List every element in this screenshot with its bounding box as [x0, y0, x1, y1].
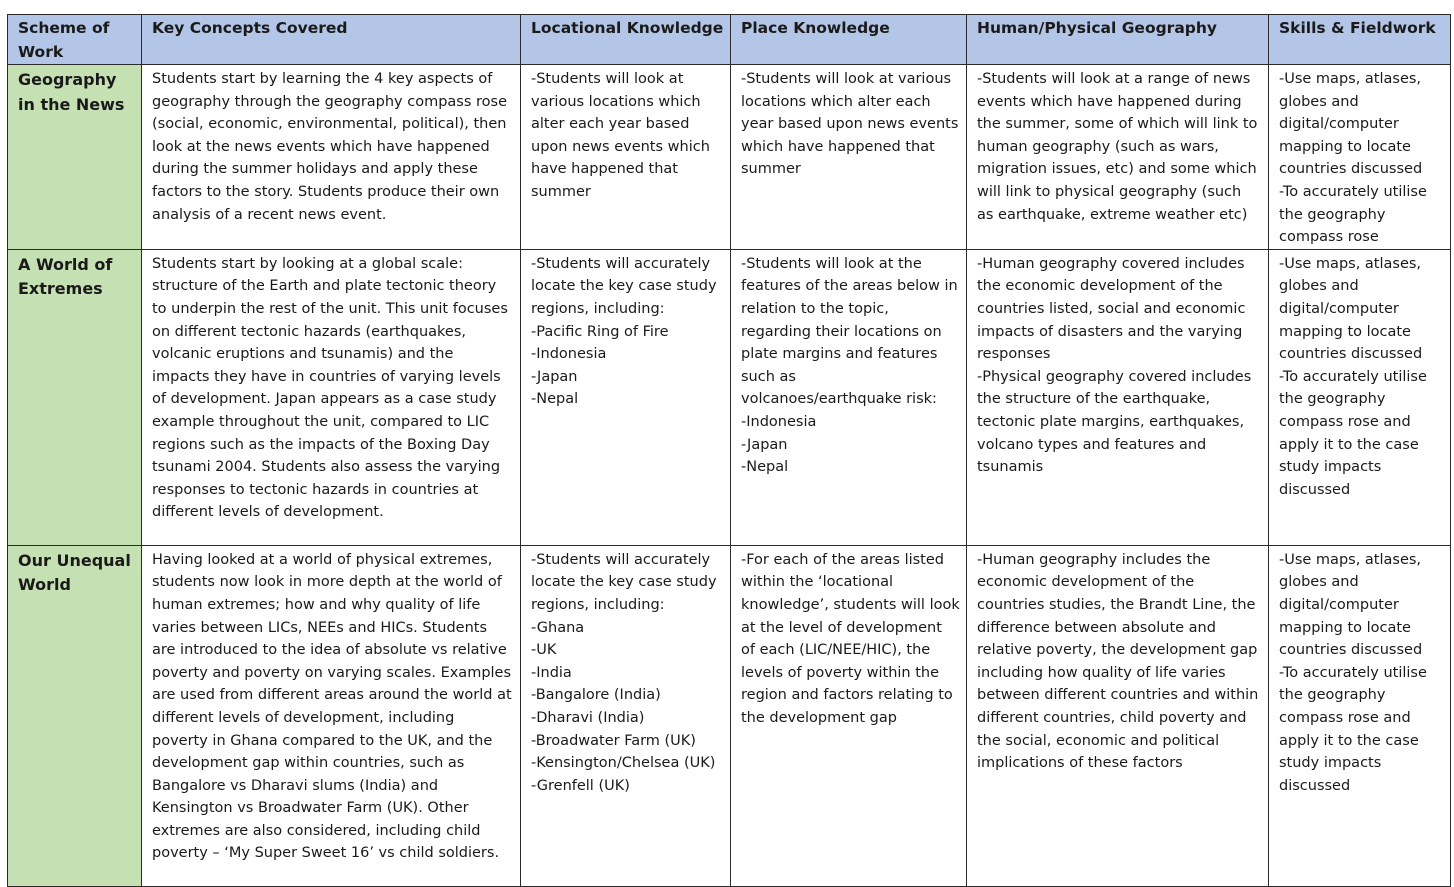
human-physical-cell: -Human geography includes the economic development of the countries studies, the Brandt Line, the difference between absolute and relative poverty, the development gap including how quality of life varies between different countries and within different countries, child poverty and the social, economic and political implications of these factors [967, 545, 1269, 886]
locational-knowledge-cell: -Students will look at various locations which alter each year based upon news events which have happened that summer [521, 65, 731, 250]
unit-title: A World of Extremes [8, 249, 142, 545]
header-skills-fieldwork: Skills & Fieldwork [1269, 15, 1451, 65]
unit-title: Our Unequal World [8, 545, 142, 886]
skills-fieldwork-cell: -Use maps, atlases, globes and digital/computer mapping to locate countries discussed -To accurately utilise the geography compass rose [1269, 65, 1451, 250]
locational-knowledge-cell: -Students will accurately locate the key case study regions, including: -Ghana -UK -India -Bangalore (India) -Dharavi (India) -Broadwater Farm (UK) -Kensington/Chelsea (UK) -Grenfell (UK) [521, 545, 731, 886]
unit-title: Geography in the News [8, 65, 142, 250]
header-place-knowledge: Place Knowledge [731, 15, 967, 65]
header-scheme-of-work: Scheme of Work [8, 15, 142, 65]
key-concepts-cell: Students start by learning the 4 key aspects of geography through the geography compass rose (social, economic, environmental, political), then look at the news events which have happened during the summer holidays and apply these factors to the story. Students produce their own analysis of a recent news event. [142, 65, 521, 250]
place-knowledge-cell: -Students will look at various locations which alter each year based upon news events which have happened that summer [731, 65, 967, 250]
skills-fieldwork-cell: -Use maps, atlases, globes and digital/computer mapping to locate countries discussed -To accurately utilise the geography compass rose and apply it to the case study impacts discussed [1269, 545, 1451, 886]
table-row [8, 249, 1451, 545]
place-knowledge-cell: -Students will look at the features of the areas below in relation to the topic, regarding their locations on plate margins and features such as volcanoes/earthquake risk: -Indonesia -Japan -Nepal [731, 249, 967, 545]
scheme-of-work-table [7, 14, 1451, 887]
header-row [8, 15, 1451, 65]
locational-knowledge-cell: -Students will accurately locate the key case study regions, including: -Pacific Ring of Fire -Indonesia -Japan -Nepal [521, 249, 731, 545]
table-row [8, 545, 1451, 886]
header-locational-knowledge: Locational Knowledge [521, 15, 731, 65]
key-concepts-cell: Students start by looking at a global scale: structure of the Earth and plate tectonic theory to underpin the rest of the unit. This unit focuses on different tectonic hazards (earthquakes, volcanic eruptions and tsunamis) and the impacts they have in countries of varying levels of development. Japan appears as a case study example throughout the unit, compared to LIC regions such as the impacts of the Boxing Day tsunami 2004. Students also assess the varying responses to tectonic hazards in countries at different levels of development. [142, 249, 521, 545]
place-knowledge-cell: -For each of the areas listed within the ‘locational knowledge’, students will look at the level of development of each (LIC/NEE/HIC), the levels of poverty within the region and factors relating to the development gap [731, 545, 967, 886]
header-human-physical-geography: Human/Physical Geography [967, 15, 1269, 65]
skills-fieldwork-cell: -Use maps, atlases, globes and digital/computer mapping to locate countries discussed -To accurately utilise the geography compass rose and apply it to the case study impacts discussed [1269, 249, 1451, 545]
key-concepts-cell: Having looked at a world of physical extremes, students now look in more depth at the world of human extremes; how and why quality of life varies between LICs, NEEs and HICs. Students are introduced to the idea of absolute vs relative poverty and poverty on varying scales. Examples are used from different areas around the world at different levels of development, including poverty in Ghana compared to the UK, and the development gap within countries, such as Bangalore vs Dharavi slums (India) and Kensington vs Broadwater Farm (UK). Other extremes are also considered, including child poverty – ‘My Super Sweet 16’ vs child soldiers. [142, 545, 521, 886]
human-physical-cell: -Students will look at a range of news events which have happened during the summer, some of which will link to human geography (such as wars, migration issues, etc) and some which will link to physical geography (such as earthquake, extreme weather etc) [967, 65, 1269, 250]
header-key-concepts: Key Concepts Covered [142, 15, 521, 65]
table-row [8, 65, 1451, 250]
human-physical-cell: -Human geography covered includes the economic development of the countries listed, social and economic impacts of disasters and the varying responses -Physical geography covered includes the structure of the earthquake, tectonic plate margins, earthquakes, volcano types and features and tsunamis [967, 249, 1269, 545]
